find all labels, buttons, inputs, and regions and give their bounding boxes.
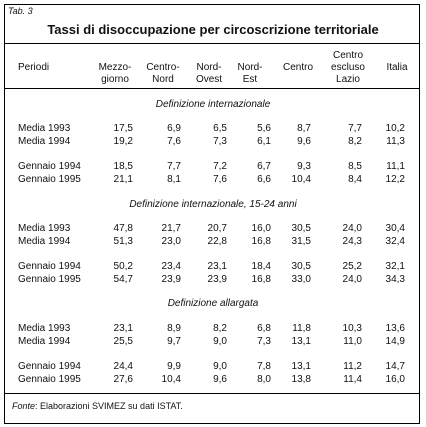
table-row: Media 1993 47,8 21,7 20,7 16,0 30,5 24,0 30,4 [18, 223, 405, 234]
table-row: Gennaio 1994 50,2 23,4 23,1 18,4 30,5 25,2 32,1 [18, 261, 405, 272]
section-title: Definizione internazionale, 15-24 anni [129, 199, 297, 210]
header-centro-escluso-lazio: Centro escluso Lazio [331, 50, 365, 85]
table-row: Media 1994 19,2 7,6 7,3 6,1 9,6 8,2 11,3 [18, 136, 405, 147]
header-mezzogiorno: Mezzo- giorno [98, 62, 132, 85]
table-row: Gennaio 1994 18,5 7,7 7,2 6,7 9,3 8,5 11,1 [18, 161, 405, 172]
rule-top [4, 43, 419, 44]
table-row: Media 1993 23,1 8,9 8,2 6,8 11,8 10,3 13,6 [18, 323, 405, 334]
header-centro-nord: Centro- Nord [146, 62, 180, 85]
table-row: Gennaio 1995 27,6 10,4 9,6 8,0 13,8 11,4 16,0 [18, 374, 405, 385]
header-italia: Italia [386, 62, 408, 73]
table-row: Gennaio 1995 21,1 8,1 7,6 6,6 10,4 8,4 12,2 [18, 174, 405, 185]
rule-header [4, 88, 419, 89]
section-title: Definizione allargata [167, 298, 259, 309]
table-row: Gennaio 1995 54,7 23,9 23,9 16,8 33,0 24,0 34,3 [18, 274, 405, 285]
header-nord-ovest: Nord- Ovest [195, 62, 223, 85]
table-row: Gennaio 1994 24,4 9,9 9,0 7,8 13,1 11,2 14,7 [18, 361, 405, 372]
header-periodi: Periodi [18, 62, 50, 73]
table-row: Media 1994 25,5 9,7 9,0 7,3 13,1 11,0 14,9 [18, 336, 405, 347]
header-centro: Centro [282, 62, 313, 73]
section-title: Definizione internazionale [155, 99, 271, 110]
table-row: Media 1993 17,5 6,9 6,5 5,6 8,7 7,7 10,2 [18, 123, 405, 134]
table-row: Media 1994 51,3 23,0 22,8 16,8 31,5 24,3 32,4 [18, 236, 405, 247]
table-number: Tab. 3 [8, 6, 33, 16]
source-note: Fonte: Elaborazioni SVIMEZ su dati ISTAT. [12, 401, 183, 411]
header-nord-est: Nord- Est [237, 62, 263, 85]
rule-bottom [4, 393, 419, 394]
table-title: Tassi di disoccupazione per circoscrizione territoriale [47, 22, 379, 37]
